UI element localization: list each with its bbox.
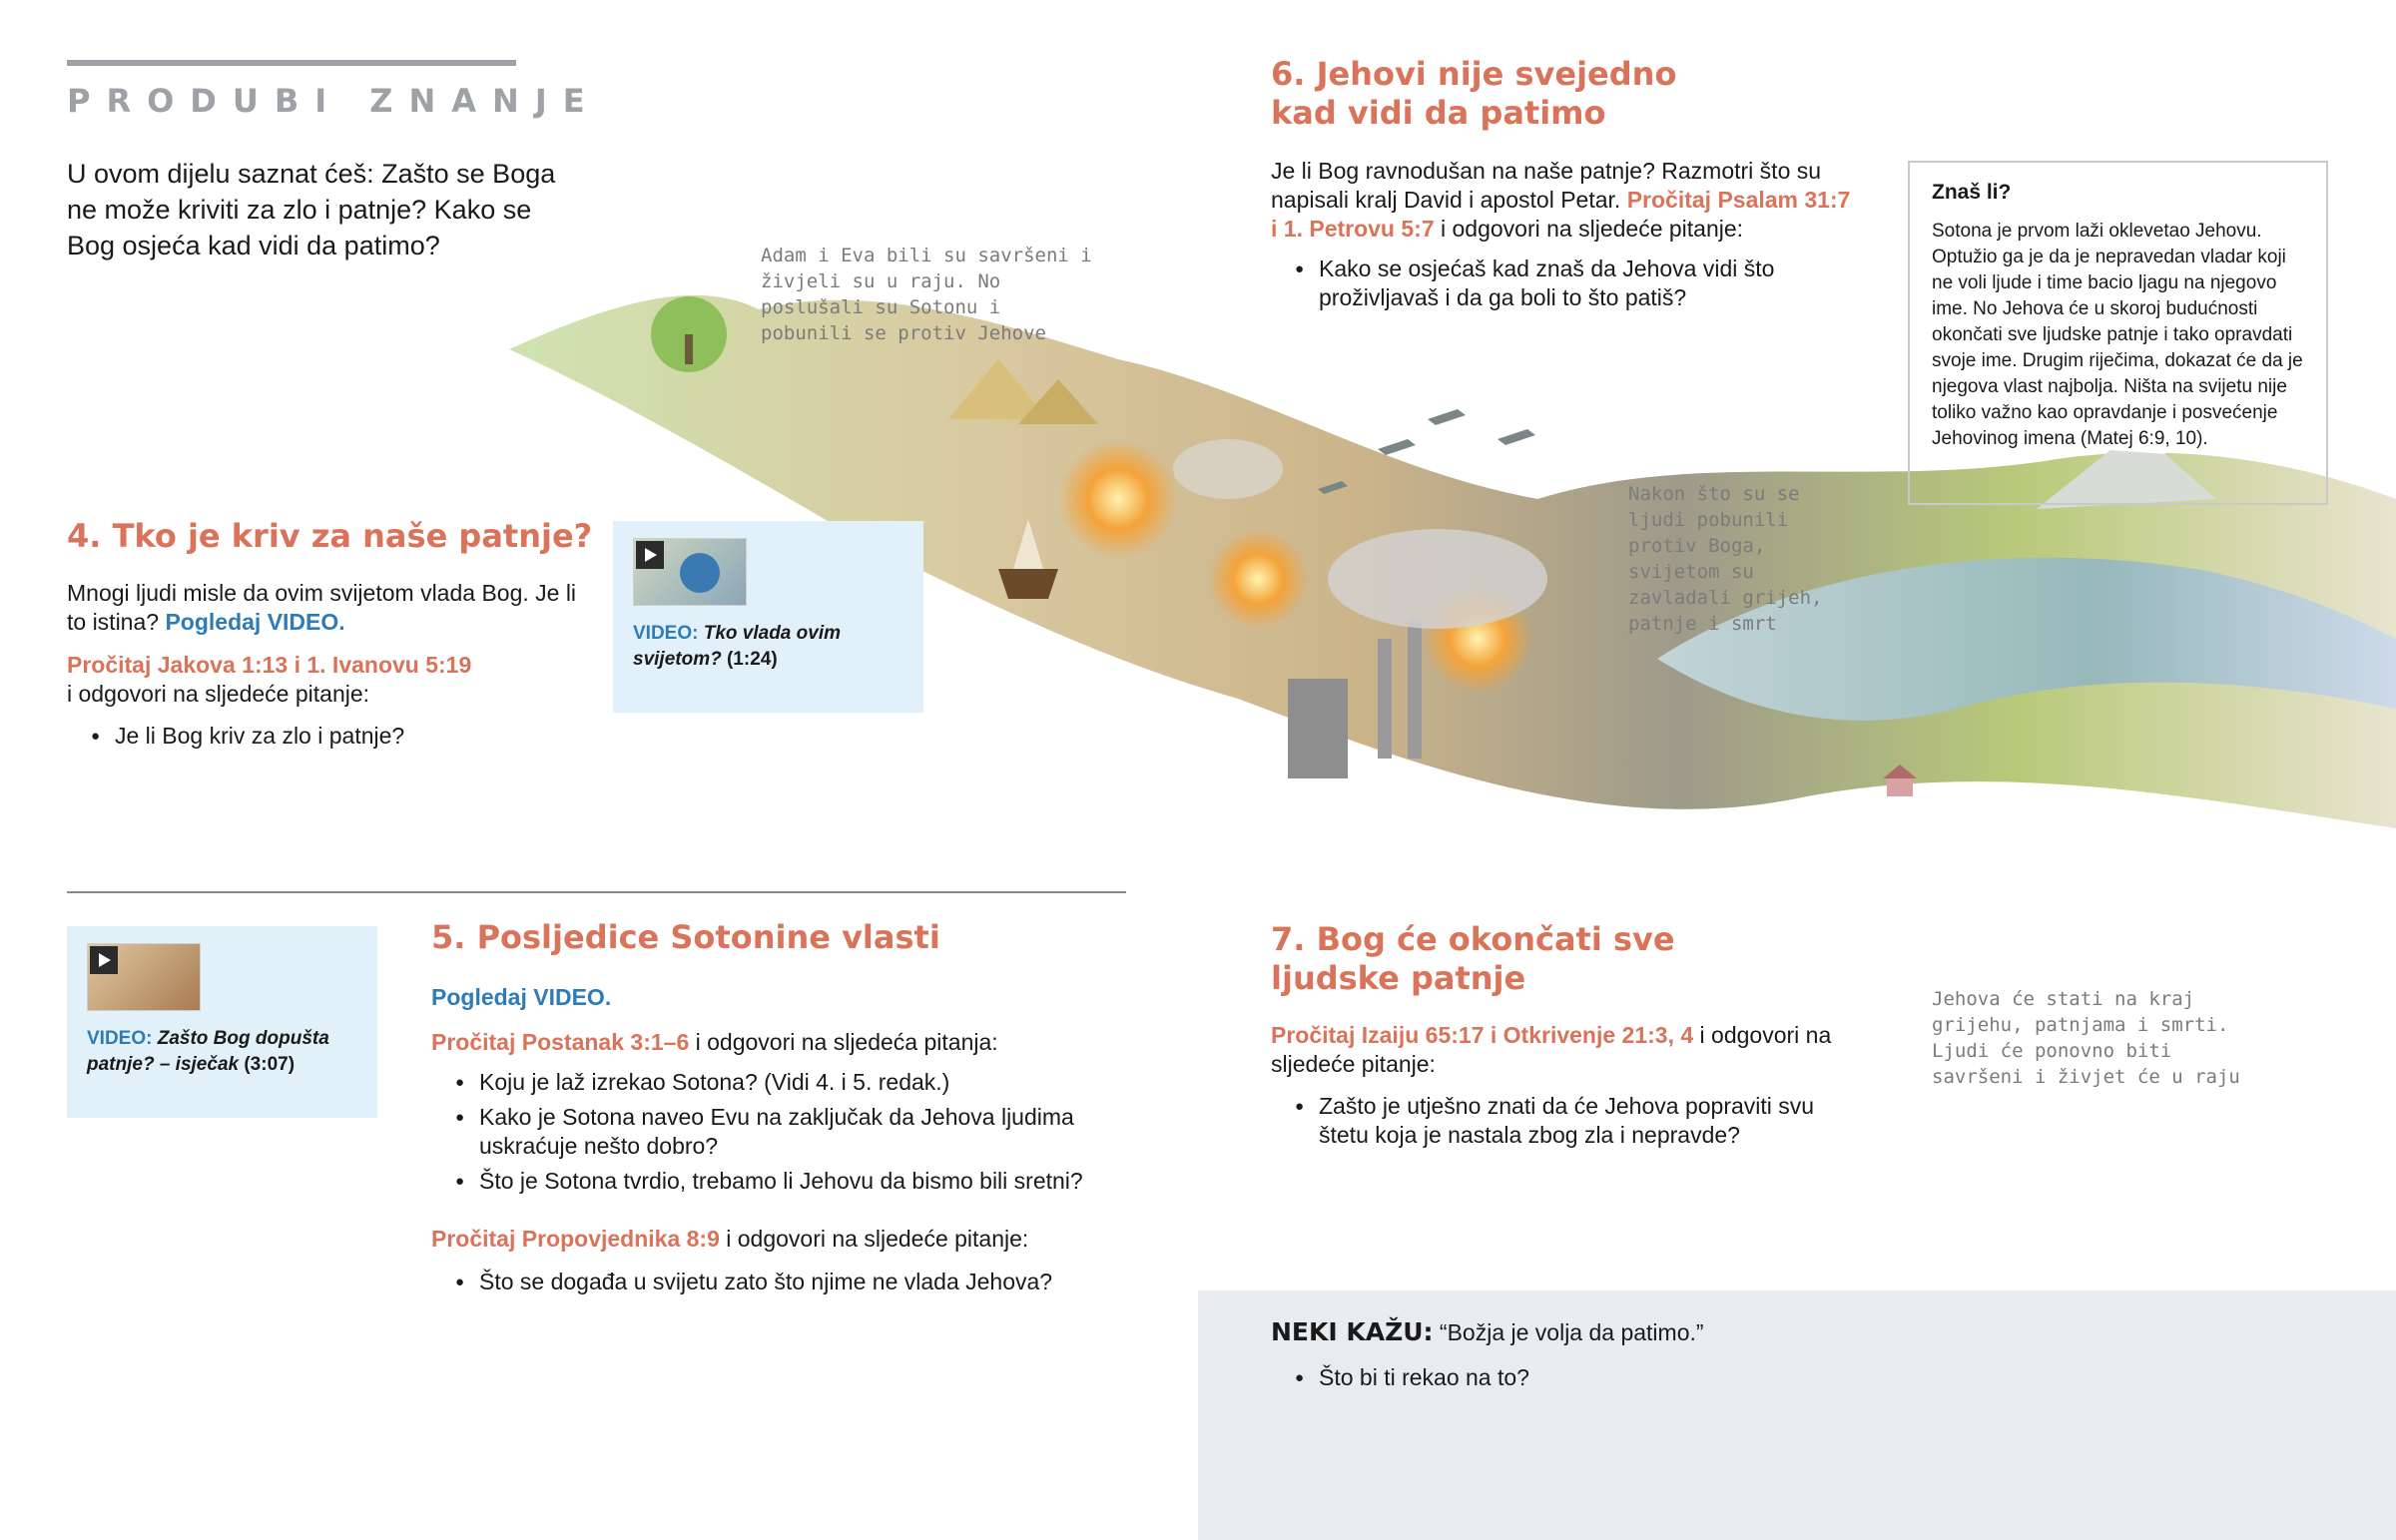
video-label: VIDEO: [633,623,699,644]
question-item: ● Koju je laž izrekao Sotona? (Vidi 4. i 5. redak.) [431,1068,1110,1097]
video-title[interactable]: Zašto Bog dopušta patnje? – isječak [87,1028,329,1075]
play-icon[interactable] [636,541,664,569]
globe-icon [680,553,720,593]
section-4-questions [67,722,586,757]
intro-text: U ovom dijelu saznat ćeš: Zašto se Boga ne može kriviti za zlo i patnje? Kako se Bog osjeća kad vidi da patimo? [67,159,556,260]
section-7-title: 7. Bog će okončati sve ljudske patnje [1271,920,1675,997]
video-caption [87,1026,366,1078]
section-5-scripture-link-1[interactable]: Pročitaj Postanak 3:1–6 [431,1029,690,1055]
section-5-video-link[interactable]: Pogledaj VIDEO. [431,984,612,1010]
some-say-line [1271,1317,1704,1347]
section-6-read-tail: i odgovori na sljedeće pitanje: [1434,216,1744,242]
some-say-questions [1271,1363,1870,1398]
video-title[interactable]: Tko vlada ovim svijetom? [633,623,842,670]
question-item: ● Je li Bog kriv za zlo i patnje? [67,722,586,751]
question-item: ● Što se događa u svijetu zato što njime ne vlada Jehova? [431,1268,1110,1296]
section-6-scripture-link[interactable]: Pročitaj Psalam 31:7 i 1. Petrovu 5:7 [1271,187,1851,242]
video-card-why-suffering[interactable] [67,926,377,1118]
section-5-title: 5. Posljedice Sotonine vlasti [431,918,940,956]
section-7-read [1271,1021,1860,1079]
section-5-read-1 [431,1028,1110,1057]
some-say-label: NEKI KAŽU: [1271,1317,1434,1346]
question-item: ● Zašto je utješno znati da će Jehova popraviti svu štetu koja je nastala zbog zla i nepravde? [1271,1092,1850,1150]
fire-2 [1208,529,1308,629]
section-4-video-link[interactable]: Pogledaj VIDEO. [165,609,345,635]
section-6-body-text: Je li Bog ravnodušan na naše patnje? Razmotri što su napisali kralj David i apostol Petar. [1271,158,1822,213]
section-divider [67,891,1126,893]
video-duration: (1:24) [726,649,778,670]
power-plant [1288,679,1348,778]
did-you-know-heading: Znaš li? [1932,181,2012,204]
some-say-quote: “Božja je volja da patimo.” [1439,1319,1704,1345]
video-card-who-rules[interactable] [613,521,923,713]
section-7-read-tail: i odgovori na sljedeće pitanje: [1271,1022,1832,1077]
section-4-scripture-link[interactable]: Pročitaj Jakova 1:13 i 1. Ivanovu 5:19 [67,652,472,678]
section-7-scripture-link[interactable]: Pročitaj Izaiju 65:17 i Otkrivenje 21:3, 4 [1271,1022,1694,1048]
caption-future: Jehova će stati na kraj grijehu, patnjama i smrti. Ljudi će ponovno biti savršeni i živjet će u raju [1932,988,2240,1088]
section-5-questions-1 [431,1068,1110,1202]
video-thumbnail[interactable] [87,943,201,1011]
did-you-know-box [1908,161,2328,505]
section-4-title: 4. Tko je kriv za naše patnje? [67,517,593,555]
section-6-title: 6. Jehovi nije svejedno kad vidi da patimo [1271,55,1677,132]
section-5-read-2-tail: i odgovori na sljedeće pitanje: [719,1226,1029,1252]
video-caption [633,621,912,673]
caption-eden: Adam i Eva bili su savršeni i živjeli su u raju. No poslušali su Sotonu i pobunili se protiv Jehove [761,245,1092,344]
caption-rebellion: Nakon što su se ljudi pobunili protiv Boga, svijetom su zavladali grijeh, patnje i smrt [1628,483,1823,635]
video-label: VIDEO: [87,1028,153,1049]
did-you-know-text: Sotona je prvom laži oklevetao Jehovu. Optužio ga je da je nepravedan vladar koji ne voli ljude i time bacio ljagu na njegovo ime. No Jehova će u skoroj budućnosti okončati sve ljudske patnje i tako opravdati svoje ime. Drugim riječima, dokazat će da je njegova vlast najbolja. Ništa na svijetu nije toliko važno kao opravdanje i posvećenje Jehovinog imena (Matej 6:9, 10). [1932,221,2303,449]
section-5-read-1-tail: i odgovori na sljedeća pitanja: [689,1029,998,1055]
section-4-read-tail: i odgovori na sljedeće pitanje: [67,681,370,707]
fire-1 [1058,439,1178,559]
question-item: ● Što je Sotona tvrdio, trebamo li Jehovu da bismo bili sretni? [431,1167,1110,1196]
ship [998,569,1058,599]
question-item: ● Kako se osjećaš kad znaš da Jehova vidi što proživljavaš i da ga boli to što patiš? [1271,255,1830,312]
play-icon[interactable] [90,946,118,974]
section-5-scripture-link-2[interactable]: Pročitaj Propovjednika 8:9 [431,1226,720,1252]
section-4-body [67,579,586,637]
section-6-body [1271,157,1860,244]
section-6-questions [1271,255,1830,318]
header-rule [67,60,516,66]
video-duration: (3:07) [244,1054,296,1075]
section-5-read-2 [431,1225,1110,1254]
question-item: ● Što bi ti rekao na to? [1271,1363,1870,1392]
section-4-read [67,651,586,709]
section-5-questions-2 [431,1268,1110,1302]
video-thumbnail[interactable] [633,538,747,606]
section-4-body-text: Mnogi ljudi misle da ovim svijetom vlada Bog. Je li to istina? [67,580,577,635]
section-7-questions [1271,1092,1850,1156]
question-item: ● Kako je Sotona naveo Evu na zaključak da Jehova ljudima uskraćuje nešto dobro? [431,1103,1110,1161]
house [1887,778,1913,796]
page-title: PRODUBI ZNANJE [67,82,601,120]
